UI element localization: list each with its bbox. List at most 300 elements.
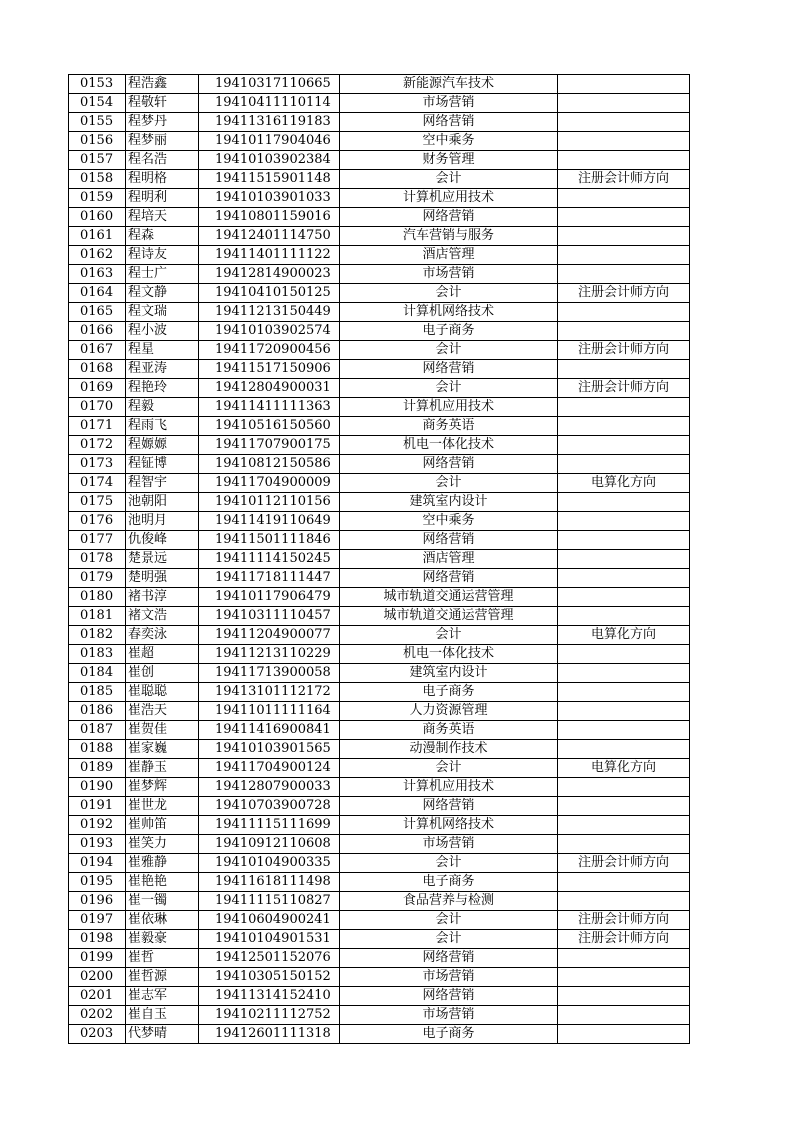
major-cell: 建筑室内设计	[340, 493, 558, 512]
name-cell: 崔浩天	[126, 702, 199, 721]
direction-cell	[558, 189, 690, 208]
name-cell: 程星	[126, 341, 199, 360]
table-row	[69, 645, 690, 664]
student-id-cell: 19411501111846	[199, 531, 340, 550]
major-cell: 计算机网络技术	[340, 303, 558, 322]
student-id-cell: 19410604900241	[199, 911, 340, 930]
table-row	[69, 455, 690, 474]
direction-cell	[558, 265, 690, 284]
table-row	[69, 75, 690, 94]
major-cell: 网络营销	[340, 360, 558, 379]
major-cell: 会计	[340, 759, 558, 778]
name-cell: 崔帅笛	[126, 816, 199, 835]
direction-cell: 电算化方向	[558, 626, 690, 645]
name-cell: 程小波	[126, 322, 199, 341]
major-cell: 会计	[340, 474, 558, 493]
student-table	[68, 74, 690, 1044]
table-row	[69, 322, 690, 341]
direction-cell	[558, 1006, 690, 1025]
direction-cell	[558, 360, 690, 379]
major-cell: 会计	[340, 284, 558, 303]
name-cell: 程明格	[126, 170, 199, 189]
major-cell: 网络营销	[340, 531, 558, 550]
seq-cell: 0182	[69, 626, 126, 645]
seq-cell: 0187	[69, 721, 126, 740]
name-cell: 程名浩	[126, 151, 199, 170]
name-cell: 程明利	[126, 189, 199, 208]
direction-cell: 注册会计师方向	[558, 341, 690, 360]
major-cell: 汽车营销与服务	[340, 227, 558, 246]
major-cell: 市场营销	[340, 265, 558, 284]
table-row	[69, 417, 690, 436]
name-cell: 程诗友	[126, 246, 199, 265]
major-cell: 建筑室内设计	[340, 664, 558, 683]
major-cell: 市场营销	[340, 835, 558, 854]
table-row	[69, 569, 690, 588]
direction-cell	[558, 398, 690, 417]
seq-cell: 0164	[69, 284, 126, 303]
name-cell: 崔聪聪	[126, 683, 199, 702]
seq-cell: 0191	[69, 797, 126, 816]
student-id-cell: 19410410150125	[199, 284, 340, 303]
direction-cell	[558, 588, 690, 607]
student-id-cell: 19411618111498	[199, 873, 340, 892]
seq-cell: 0170	[69, 398, 126, 417]
student-id-cell: 19412401114750	[199, 227, 340, 246]
seq-cell: 0155	[69, 113, 126, 132]
seq-cell: 0199	[69, 949, 126, 968]
seq-cell: 0154	[69, 94, 126, 113]
name-cell: 崔创	[126, 664, 199, 683]
student-id-cell: 19410103902384	[199, 151, 340, 170]
direction-cell	[558, 512, 690, 531]
student-id-cell: 19410812150586	[199, 455, 340, 474]
seq-cell: 0153	[69, 75, 126, 94]
name-cell: 程亚涛	[126, 360, 199, 379]
table-row	[69, 246, 690, 265]
major-cell: 新能源汽车技术	[340, 75, 558, 94]
student-id-cell: 19411115111699	[199, 816, 340, 835]
name-cell: 程文静	[126, 284, 199, 303]
name-cell: 代梦晴	[126, 1025, 199, 1044]
table-row	[69, 721, 690, 740]
student-id-cell: 19411213110229	[199, 645, 340, 664]
seq-cell: 0157	[69, 151, 126, 170]
major-cell: 空中乘务	[340, 512, 558, 531]
direction-cell	[558, 645, 690, 664]
student-id-cell: 19410103901565	[199, 740, 340, 759]
table-row	[69, 436, 690, 455]
student-id-cell: 19410411110114	[199, 94, 340, 113]
major-cell: 电子商务	[340, 873, 558, 892]
direction-cell	[558, 455, 690, 474]
seq-cell: 0190	[69, 778, 126, 797]
table-row	[69, 113, 690, 132]
seq-cell: 0195	[69, 873, 126, 892]
name-cell: 程梦丽	[126, 132, 199, 151]
major-cell: 城市轨道交通运营管理	[340, 607, 558, 626]
table-row	[69, 873, 690, 892]
seq-cell: 0172	[69, 436, 126, 455]
table-row	[69, 816, 690, 835]
student-id-cell: 19410103902574	[199, 322, 340, 341]
table-row	[69, 303, 690, 322]
direction-cell	[558, 303, 690, 322]
seq-cell: 0192	[69, 816, 126, 835]
direction-cell	[558, 873, 690, 892]
name-cell: 程雨飞	[126, 417, 199, 436]
name-cell: 程嫄嫄	[126, 436, 199, 455]
table-row	[69, 759, 690, 778]
name-cell: 崔志军	[126, 987, 199, 1006]
seq-cell: 0198	[69, 930, 126, 949]
seq-cell: 0175	[69, 493, 126, 512]
student-id-cell: 19411704900124	[199, 759, 340, 778]
direction-cell	[558, 892, 690, 911]
name-cell: 程智宇	[126, 474, 199, 493]
name-cell: 崔贺佳	[126, 721, 199, 740]
name-cell: 崔超	[126, 645, 199, 664]
table-row	[69, 284, 690, 303]
table-row	[69, 493, 690, 512]
table-row	[69, 968, 690, 987]
name-cell: 崔自玉	[126, 1006, 199, 1025]
direction-cell	[558, 797, 690, 816]
direction-cell	[558, 721, 690, 740]
major-cell: 市场营销	[340, 94, 558, 113]
major-cell: 会计	[340, 854, 558, 873]
name-cell: 程森	[126, 227, 199, 246]
table-row	[69, 930, 690, 949]
name-cell: 褚文浩	[126, 607, 199, 626]
major-cell: 财务管理	[340, 151, 558, 170]
name-cell: 崔毅豪	[126, 930, 199, 949]
seq-cell: 0193	[69, 835, 126, 854]
name-cell: 崔雅静	[126, 854, 199, 873]
major-cell: 酒店管理	[340, 550, 558, 569]
major-cell: 动漫制作技术	[340, 740, 558, 759]
seq-cell: 0200	[69, 968, 126, 987]
direction-cell: 注册会计师方向	[558, 284, 690, 303]
major-cell: 计算机网络技术	[340, 816, 558, 835]
direction-cell	[558, 531, 690, 550]
direction-cell	[558, 740, 690, 759]
name-cell: 崔家巍	[126, 740, 199, 759]
direction-cell: 注册会计师方向	[558, 930, 690, 949]
table-row	[69, 227, 690, 246]
major-cell: 会计	[340, 341, 558, 360]
table-row	[69, 474, 690, 493]
table-row	[69, 360, 690, 379]
direction-cell	[558, 208, 690, 227]
name-cell: 褚书淳	[126, 588, 199, 607]
table-row	[69, 189, 690, 208]
direction-cell	[558, 227, 690, 246]
name-cell: 楚景远	[126, 550, 199, 569]
table-row	[69, 379, 690, 398]
major-cell: 会计	[340, 379, 558, 398]
seq-cell: 0176	[69, 512, 126, 531]
major-cell: 机电一体化技术	[340, 645, 558, 664]
major-cell: 网络营销	[340, 569, 558, 588]
direction-cell: 注册会计师方向	[558, 854, 690, 873]
seq-cell: 0189	[69, 759, 126, 778]
name-cell: 崔笑力	[126, 835, 199, 854]
name-cell: 程毅	[126, 398, 199, 417]
student-id-cell: 19413101112172	[199, 683, 340, 702]
student-id-cell: 19410104901531	[199, 930, 340, 949]
major-cell: 网络营销	[340, 987, 558, 1006]
student-id-cell: 19411517150906	[199, 360, 340, 379]
student-id-cell: 19411515901148	[199, 170, 340, 189]
seq-cell: 0171	[69, 417, 126, 436]
table-row	[69, 151, 690, 170]
major-cell: 酒店管理	[340, 246, 558, 265]
direction-cell	[558, 778, 690, 797]
name-cell: 仇俊峰	[126, 531, 199, 550]
major-cell: 计算机应用技术	[340, 189, 558, 208]
table-row	[69, 702, 690, 721]
student-id-cell: 19410103901033	[199, 189, 340, 208]
student-id-cell: 19411419110649	[199, 512, 340, 531]
table-row	[69, 512, 690, 531]
student-id-cell: 19411115110827	[199, 892, 340, 911]
student-id-cell: 19411704900009	[199, 474, 340, 493]
seq-cell: 0162	[69, 246, 126, 265]
major-cell: 计算机应用技术	[340, 398, 558, 417]
major-cell: 电子商务	[340, 322, 558, 341]
direction-cell: 电算化方向	[558, 474, 690, 493]
direction-cell: 注册会计师方向	[558, 170, 690, 189]
major-cell: 商务英语	[340, 417, 558, 436]
table-row	[69, 398, 690, 417]
table-row	[69, 531, 690, 550]
student-id-cell: 19410317110665	[199, 75, 340, 94]
major-cell: 市场营销	[340, 968, 558, 987]
major-cell: 网络营销	[340, 455, 558, 474]
seq-cell: 0202	[69, 1006, 126, 1025]
table-row	[69, 607, 690, 626]
seq-cell: 0169	[69, 379, 126, 398]
major-cell: 电子商务	[340, 1025, 558, 1044]
name-cell: 春奕泳	[126, 626, 199, 645]
direction-cell: 注册会计师方向	[558, 379, 690, 398]
seq-cell: 0197	[69, 911, 126, 930]
name-cell: 程艳玲	[126, 379, 199, 398]
seq-cell: 0174	[69, 474, 126, 493]
major-cell: 会计	[340, 930, 558, 949]
table-row	[69, 170, 690, 189]
major-cell: 网络营销	[340, 797, 558, 816]
name-cell: 程梦丹	[126, 113, 199, 132]
seq-cell: 0194	[69, 854, 126, 873]
direction-cell	[558, 151, 690, 170]
student-id-cell: 19410104900335	[199, 854, 340, 873]
student-id-cell: 19410311110457	[199, 607, 340, 626]
name-cell: 楚明强	[126, 569, 199, 588]
student-id-cell: 19412804900031	[199, 379, 340, 398]
direction-cell	[558, 94, 690, 113]
major-cell: 机电一体化技术	[340, 436, 558, 455]
seq-cell: 0179	[69, 569, 126, 588]
direction-cell	[558, 664, 690, 683]
student-id-cell: 19412601111318	[199, 1025, 340, 1044]
direction-cell	[558, 702, 690, 721]
table-row	[69, 1025, 690, 1044]
student-id-cell: 19411411111363	[199, 398, 340, 417]
seq-cell: 0185	[69, 683, 126, 702]
name-cell: 崔哲源	[126, 968, 199, 987]
student-id-cell: 19410516150560	[199, 417, 340, 436]
name-cell: 程培天	[126, 208, 199, 227]
seq-cell: 0168	[69, 360, 126, 379]
seq-cell: 0203	[69, 1025, 126, 1044]
direction-cell: 注册会计师方向	[558, 911, 690, 930]
name-cell: 程文瑞	[126, 303, 199, 322]
name-cell: 崔依琳	[126, 911, 199, 930]
direction-cell	[558, 75, 690, 94]
direction-cell	[558, 569, 690, 588]
name-cell: 崔艳艳	[126, 873, 199, 892]
direction-cell	[558, 683, 690, 702]
direction-cell	[558, 550, 690, 569]
major-cell: 市场营销	[340, 1006, 558, 1025]
seq-cell: 0159	[69, 189, 126, 208]
table-row	[69, 588, 690, 607]
seq-cell: 0180	[69, 588, 126, 607]
table-row	[69, 740, 690, 759]
direction-cell	[558, 493, 690, 512]
name-cell: 崔静玉	[126, 759, 199, 778]
table-row	[69, 911, 690, 930]
seq-cell: 0156	[69, 132, 126, 151]
seq-cell: 0201	[69, 987, 126, 1006]
seq-cell: 0165	[69, 303, 126, 322]
student-table-body	[69, 75, 690, 1044]
student-id-cell: 19410912110608	[199, 835, 340, 854]
direction-cell	[558, 968, 690, 987]
seq-cell: 0178	[69, 550, 126, 569]
table-row	[69, 550, 690, 569]
direction-cell: 电算化方向	[558, 759, 690, 778]
direction-cell	[558, 246, 690, 265]
student-id-cell: 19411114150245	[199, 550, 340, 569]
student-id-cell: 19410801159016	[199, 208, 340, 227]
seq-cell: 0186	[69, 702, 126, 721]
name-cell: 程士广	[126, 265, 199, 284]
table-row	[69, 341, 690, 360]
student-id-cell: 19411720900456	[199, 341, 340, 360]
direction-cell	[558, 1025, 690, 1044]
major-cell: 会计	[340, 170, 558, 189]
seq-cell: 0163	[69, 265, 126, 284]
major-cell: 网络营销	[340, 208, 558, 227]
student-id-cell: 19411416900841	[199, 721, 340, 740]
name-cell: 程浩鑫	[126, 75, 199, 94]
table-row	[69, 778, 690, 797]
table-row	[69, 132, 690, 151]
seq-cell: 0196	[69, 892, 126, 911]
direction-cell	[558, 322, 690, 341]
major-cell: 电子商务	[340, 683, 558, 702]
student-id-cell: 19411401111122	[199, 246, 340, 265]
name-cell: 程敬轩	[126, 94, 199, 113]
name-cell: 崔梦辉	[126, 778, 199, 797]
name-cell: 池朝阳	[126, 493, 199, 512]
student-list-sheet	[68, 74, 690, 1044]
seq-cell: 0167	[69, 341, 126, 360]
name-cell: 崔世龙	[126, 797, 199, 816]
student-id-cell: 19410112110156	[199, 493, 340, 512]
seq-cell: 0160	[69, 208, 126, 227]
major-cell: 空中乘务	[340, 132, 558, 151]
major-cell: 商务英语	[340, 721, 558, 740]
direction-cell	[558, 987, 690, 1006]
seq-cell: 0161	[69, 227, 126, 246]
seq-cell: 0183	[69, 645, 126, 664]
major-cell: 会计	[340, 911, 558, 930]
direction-cell	[558, 835, 690, 854]
direction-cell	[558, 949, 690, 968]
table-row	[69, 949, 690, 968]
major-cell: 城市轨道交通运营管理	[340, 588, 558, 607]
direction-cell	[558, 436, 690, 455]
table-row	[69, 854, 690, 873]
seq-cell: 0158	[69, 170, 126, 189]
student-id-cell: 19410305150152	[199, 968, 340, 987]
student-id-cell: 19410703900728	[199, 797, 340, 816]
major-cell: 食品营养与检测	[340, 892, 558, 911]
student-id-cell: 19412807900033	[199, 778, 340, 797]
table-row	[69, 683, 690, 702]
table-row	[69, 664, 690, 683]
table-row	[69, 835, 690, 854]
direction-cell	[558, 607, 690, 626]
table-row	[69, 626, 690, 645]
student-id-cell: 19410211112752	[199, 1006, 340, 1025]
student-id-cell: 19411707900175	[199, 436, 340, 455]
seq-cell: 0173	[69, 455, 126, 474]
student-id-cell: 19411713900058	[199, 664, 340, 683]
major-cell: 会计	[340, 626, 558, 645]
table-row	[69, 1006, 690, 1025]
name-cell: 崔一镯	[126, 892, 199, 911]
table-row	[69, 797, 690, 816]
table-row	[69, 987, 690, 1006]
student-id-cell: 19411204900077	[199, 626, 340, 645]
name-cell: 崔哲	[126, 949, 199, 968]
name-cell: 程钲博	[126, 455, 199, 474]
major-cell: 网络营销	[340, 949, 558, 968]
student-id-cell: 19412501152076	[199, 949, 340, 968]
table-row	[69, 892, 690, 911]
seq-cell: 0181	[69, 607, 126, 626]
seq-cell: 0166	[69, 322, 126, 341]
seq-cell: 0188	[69, 740, 126, 759]
student-id-cell: 19410117906479	[199, 588, 340, 607]
student-id-cell: 19411011111164	[199, 702, 340, 721]
student-id-cell: 19411316119183	[199, 113, 340, 132]
major-cell: 人力资源管理	[340, 702, 558, 721]
student-id-cell: 19411213150449	[199, 303, 340, 322]
direction-cell	[558, 132, 690, 151]
seq-cell: 0184	[69, 664, 126, 683]
student-id-cell: 19412814900023	[199, 265, 340, 284]
direction-cell	[558, 113, 690, 132]
direction-cell	[558, 816, 690, 835]
direction-cell	[558, 417, 690, 436]
major-cell: 网络营销	[340, 113, 558, 132]
